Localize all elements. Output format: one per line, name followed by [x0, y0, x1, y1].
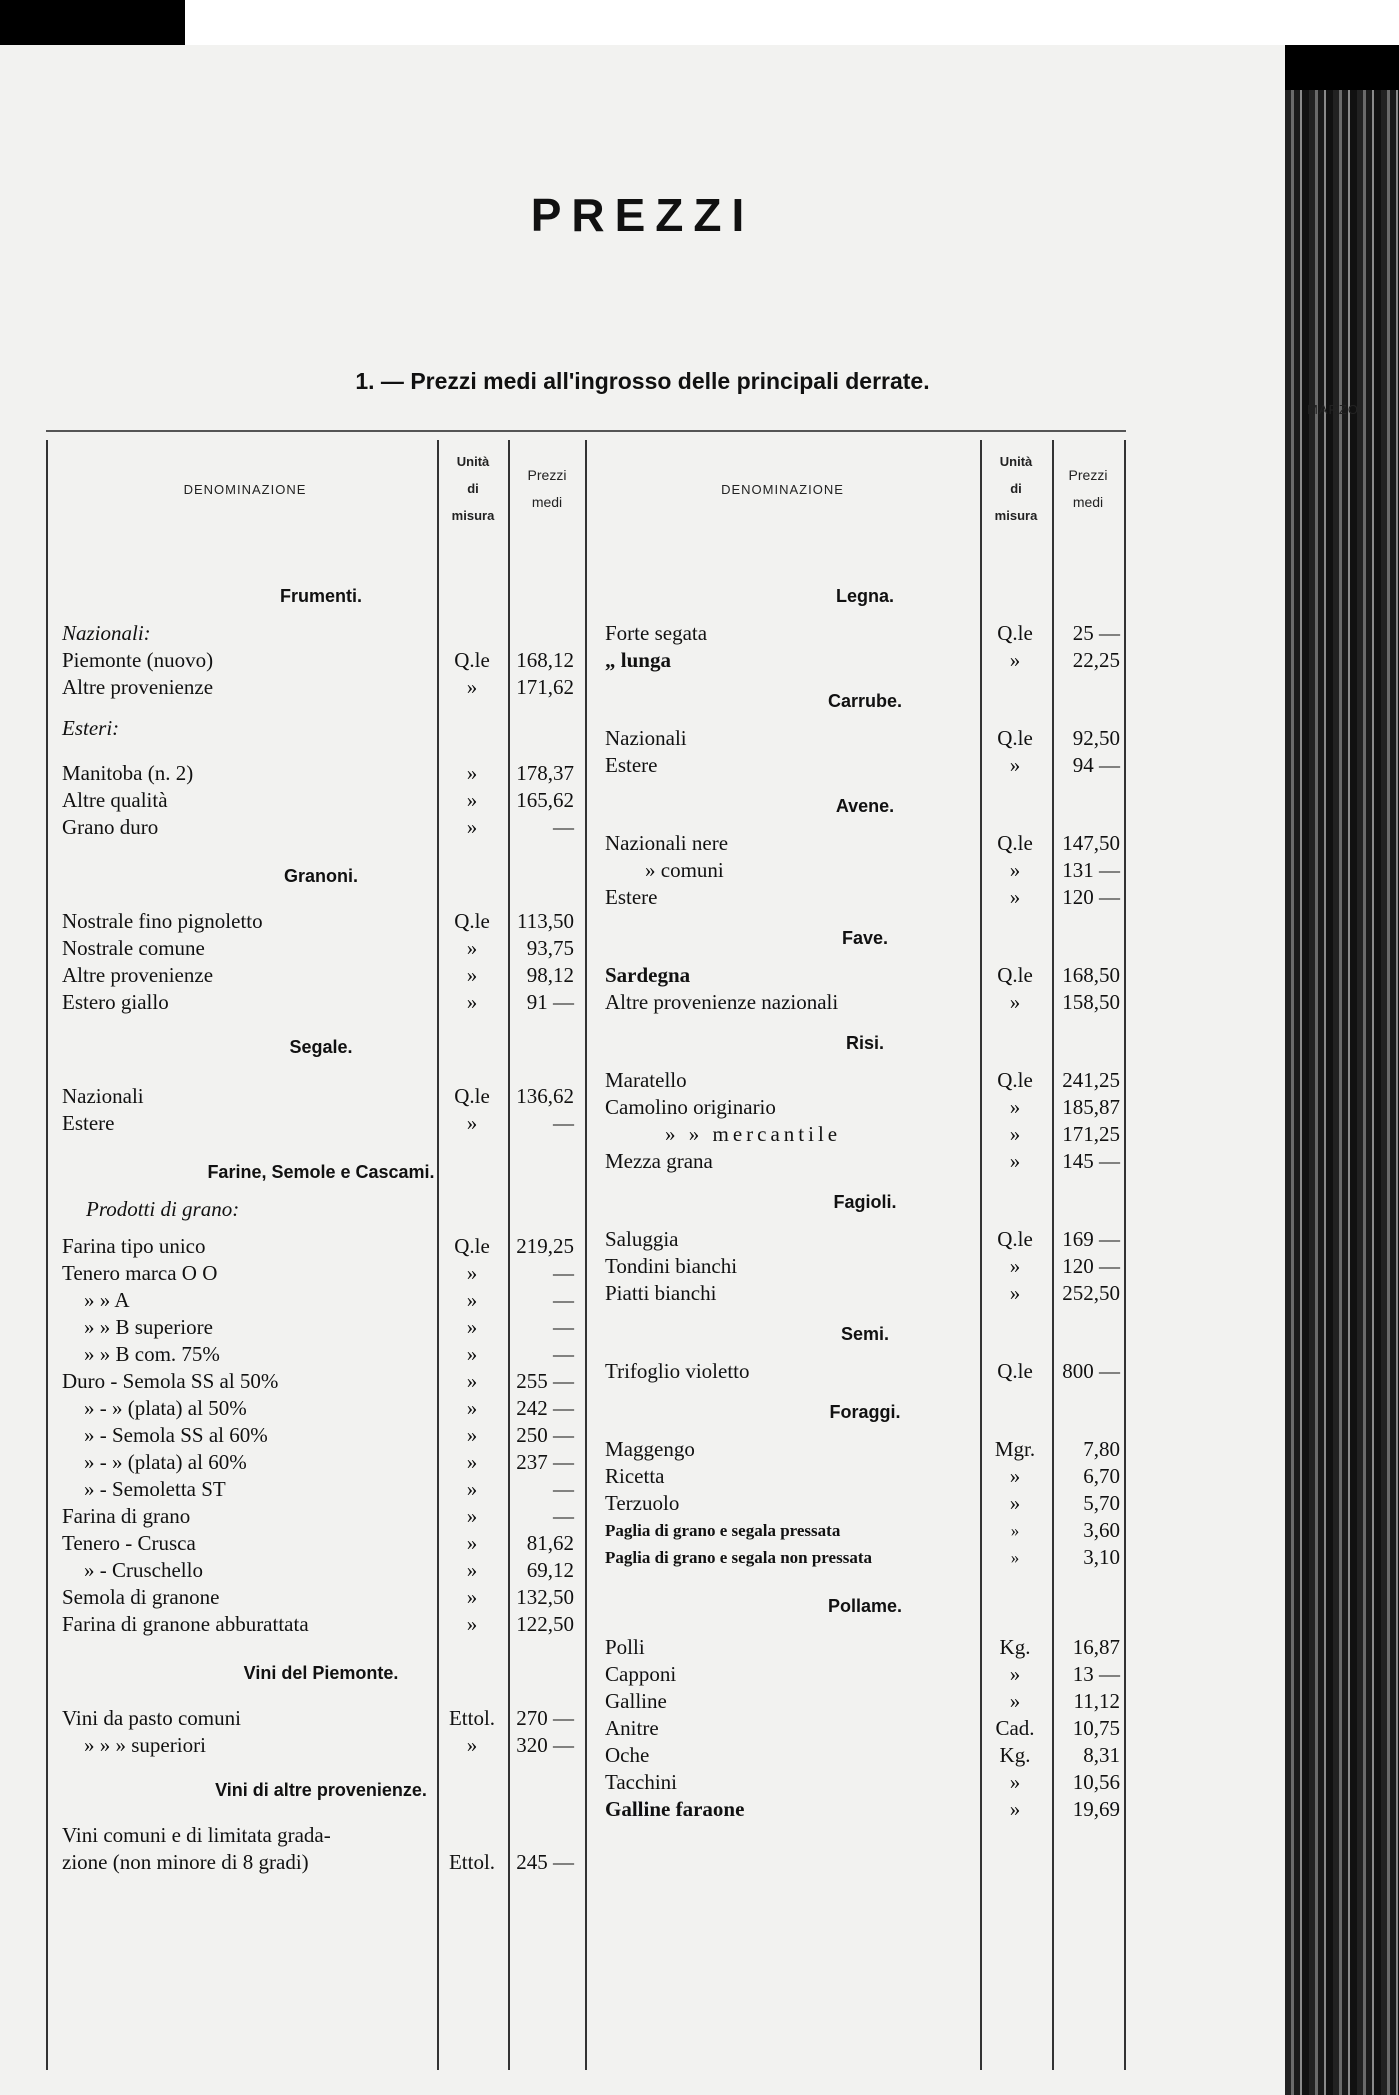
item-name: Vini da pasto comuni: [62, 1706, 241, 1730]
item-name: Farina di grano: [62, 1504, 191, 1528]
table-row: [62, 1849, 580, 1876]
section-title: Segale.: [289, 1037, 353, 1057]
item-price: 22,25: [1072, 648, 1120, 672]
item-price: 237 —: [516, 1450, 574, 1474]
item-name: » - Cruschello: [84, 1558, 203, 1582]
item-name: Tenero - Crusca: [62, 1531, 196, 1555]
table-row: [62, 935, 580, 962]
table-row: [62, 1314, 580, 1341]
item-name: Nostrale fino pignoletto: [62, 909, 263, 933]
table-row: [62, 1287, 580, 1314]
item-price: —: [553, 815, 574, 839]
header-unita-line: di: [1010, 481, 1022, 496]
item-unit: »: [466, 963, 478, 987]
section-title: Vini del Piemonte.: [243, 1663, 399, 1683]
item-name: Nostrale comune: [62, 936, 205, 960]
item-price: —: [553, 1504, 574, 1528]
item-name: Manitoba (n. 2): [62, 761, 194, 785]
item-unit: Q.le: [454, 648, 490, 672]
table-row: [62, 1449, 580, 1476]
item-price: 185,87: [1062, 1095, 1120, 1119]
item-name: Polli: [605, 1635, 645, 1659]
item-price: 252,50: [1062, 1281, 1120, 1305]
section-title: Pollame.: [827, 1596, 903, 1616]
table-border-left: [46, 440, 48, 2070]
item-price: —: [553, 1288, 574, 1312]
item-price: —: [553, 1477, 574, 1501]
item-price: —: [553, 1261, 574, 1285]
month-label: MARZO: [1307, 402, 1359, 417]
item-name: Tondini bianchi: [605, 1254, 738, 1278]
table-row: [605, 1715, 1125, 1742]
scan-top-edge: [185, 0, 1399, 45]
item-unit: »: [1009, 885, 1021, 909]
table-row: [62, 1110, 580, 1137]
item-price: 132,50: [516, 1585, 574, 1609]
item-name: » - Semola SS al 60%: [84, 1423, 268, 1447]
header-prezzi-line: medi: [531, 494, 563, 510]
table-row: [605, 962, 1125, 989]
table-row: [62, 989, 580, 1016]
section-title: Farine, Semole e Cascami.: [207, 1162, 435, 1182]
subsection-text: Nazionali:: [62, 621, 151, 645]
item-price: 165,62: [516, 788, 574, 812]
table-row: [62, 1557, 580, 1584]
item-unit: »: [466, 675, 478, 699]
table-top-rule: [46, 430, 1126, 432]
table-row: [62, 1083, 580, 1110]
table-row: [62, 1341, 580, 1368]
table-row: [62, 1530, 580, 1557]
item-unit: »: [466, 761, 478, 785]
header-prezzi: [1054, 462, 1122, 516]
header-prezzi-line: Prezzi: [527, 467, 567, 483]
item-price: 136,62: [516, 1084, 574, 1108]
item-price: 94 —: [1072, 753, 1120, 777]
table-row: [605, 1544, 1125, 1571]
section-title: Fave.: [841, 928, 889, 948]
item-unit: Q.le: [454, 1234, 490, 1258]
item-name: Paglia di grano e segala pressata: [605, 1521, 841, 1540]
item-price: 122,50: [516, 1612, 574, 1636]
item-name: Duro - Semola SS al 50%: [62, 1369, 279, 1393]
item-name: Galline: [605, 1689, 667, 1713]
item-name: Maggengo: [605, 1437, 695, 1461]
right-column: [605, 583, 1125, 1823]
table-row: [62, 1732, 580, 1759]
table-row: [62, 674, 580, 701]
item-unit: Q.le: [997, 1068, 1033, 1092]
item-name: Ricetta: [605, 1464, 665, 1488]
item-price: 270 —: [516, 1706, 574, 1730]
item-name: Altre qualità: [62, 788, 168, 812]
table-row: [605, 1661, 1125, 1688]
item-unit: »: [1009, 858, 1021, 882]
item-name: Piatti bianchi: [605, 1281, 717, 1305]
item-unit: »: [1009, 1254, 1021, 1278]
item-name: Camolino originario: [605, 1095, 776, 1119]
item-name: Nazionali: [605, 726, 687, 750]
table-row: [605, 1796, 1125, 1823]
table-row: [605, 1769, 1125, 1796]
item-price: 120 —: [1062, 885, 1120, 909]
item-unit: »: [1009, 1770, 1021, 1794]
table-row: [605, 725, 1125, 752]
header-unita-line: misura: [451, 508, 495, 523]
table-row: [605, 830, 1125, 857]
item-name: Nazionali nere: [605, 831, 729, 855]
item-unit: »: [1009, 1464, 1021, 1488]
item-name: » » B com. 75%: [84, 1342, 220, 1366]
item-unit: Q.le: [454, 1084, 490, 1108]
item-name: Paglia di grano e segala non pressata: [605, 1548, 872, 1567]
table-row: [62, 647, 580, 674]
item-name: Grano duro: [62, 815, 159, 839]
item-name: Altre provenienze: [62, 963, 214, 987]
item-unit: »: [1009, 1281, 1021, 1305]
item-price: 11,12: [1073, 1689, 1120, 1713]
item-price: 255 —: [516, 1369, 574, 1393]
item-name: Mezza grana: [605, 1149, 713, 1173]
item-price: 120 —: [1062, 1254, 1120, 1278]
item-unit: »: [466, 1423, 478, 1447]
item-price: 113,50: [517, 909, 574, 933]
item-unit: »: [466, 1558, 478, 1582]
table-row: [605, 884, 1125, 911]
item-unit: Q.le: [997, 963, 1033, 987]
item-name: Tacchini: [605, 1770, 677, 1794]
item-unit: Q.le: [997, 726, 1033, 750]
table-row: [62, 1705, 580, 1732]
table-row: [605, 647, 1125, 674]
item-name: Estere: [605, 885, 658, 909]
item-unit: Q.le: [454, 909, 490, 933]
header-unita-line: Unità: [456, 454, 490, 469]
header-unita-line: misura: [994, 508, 1038, 523]
item-name: Terzuolo: [605, 1491, 680, 1515]
item-name: Vini comuni e di limitata grada-: [62, 1823, 331, 1847]
item-name: Trifoglio violetto: [605, 1359, 750, 1383]
table-subtitle: 1. — Prezzi medi all'ingrosso delle principali derrate.: [355, 368, 930, 394]
item-name: » - Semoletta ST: [84, 1477, 226, 1501]
item-price: 242 —: [516, 1396, 574, 1420]
table-row: [62, 760, 580, 787]
item-name: Piemonte (nuovo): [62, 648, 214, 672]
item-price: 169 —: [1062, 1227, 1120, 1251]
table-row: [605, 1688, 1125, 1715]
item-unit: »: [1009, 990, 1021, 1014]
item-name: Estere: [605, 753, 658, 777]
table-row: [62, 814, 580, 841]
subsection-label: [62, 1196, 580, 1223]
item-price: 131 —: [1062, 858, 1120, 882]
book-edge: [1285, 90, 1399, 2095]
item-price: 13 —: [1072, 1662, 1120, 1686]
table-row: [605, 1463, 1125, 1490]
item-unit: »: [466, 1585, 478, 1609]
item-unit: »: [466, 1450, 478, 1474]
item-unit: Ettol.: [448, 1706, 496, 1730]
table-row: [605, 989, 1125, 1016]
item-unit: »: [466, 1342, 478, 1366]
item-unit: »: [466, 1612, 478, 1636]
item-price: 250 —: [516, 1423, 574, 1447]
item-name: Tenero marca O O: [62, 1261, 218, 1285]
table-row: [605, 1253, 1125, 1280]
section-title: Foraggi.: [829, 1402, 901, 1422]
table-row: [62, 962, 580, 989]
section-title: Avene.: [835, 796, 895, 816]
item-price: 168,50: [1062, 963, 1120, 987]
item-unit: Q.le: [997, 831, 1033, 855]
item-unit: »: [466, 1733, 478, 1757]
table-row: [62, 1260, 580, 1287]
item-name: » » A: [84, 1288, 130, 1312]
item-price: 6,70: [1083, 1464, 1120, 1488]
header-unita: [440, 448, 506, 529]
item-unit: Kg.: [999, 1635, 1031, 1659]
header-prezzi-line: medi: [1072, 494, 1104, 510]
page-title: PREZZI: [530, 189, 755, 241]
item-unit: »: [1009, 1689, 1021, 1713]
item-name: Anitre: [605, 1716, 659, 1740]
item-price: 800 —: [1062, 1359, 1120, 1383]
item-unit: »: [466, 1288, 478, 1312]
table-row: [605, 1148, 1125, 1175]
item-price: 245 —: [516, 1850, 574, 1874]
item-price: 91 —: [526, 990, 574, 1014]
item-unit: Cad.: [995, 1716, 1035, 1740]
subsection-label: [62, 715, 580, 742]
item-name: » - » (plata) al 50%: [84, 1396, 247, 1420]
item-price: 171,62: [516, 675, 574, 699]
item-name: » » B superiore: [84, 1315, 213, 1339]
item-price: 145 —: [1062, 1149, 1120, 1173]
item-price: 158,50: [1062, 990, 1120, 1014]
item-unit: »: [1009, 1095, 1021, 1119]
item-price: 219,25: [516, 1234, 574, 1258]
table-row: [62, 1476, 580, 1503]
item-name: » - » (plata) al 60%: [84, 1450, 247, 1474]
table-row: [62, 1395, 580, 1422]
table-row-continued: [62, 1822, 580, 1849]
section-title: Legna.: [835, 586, 894, 606]
item-name: Oche: [605, 1743, 650, 1767]
item-unit: Ettol.: [448, 1850, 496, 1874]
item-unit: »: [1009, 648, 1021, 672]
table-row: [605, 1436, 1125, 1463]
item-price: 7,80: [1083, 1437, 1120, 1461]
item-unit: Kg.: [999, 1743, 1031, 1767]
item-unit: »: [466, 1504, 478, 1528]
item-unit: »: [466, 990, 478, 1014]
table-row: [605, 1517, 1125, 1544]
item-name: Altre provenienze: [62, 675, 214, 699]
table-row: [605, 1280, 1125, 1307]
table-row: [605, 1358, 1125, 1385]
section-title: Semi.: [840, 1324, 890, 1344]
table-row: [62, 787, 580, 814]
item-name: » » » superiori: [84, 1733, 206, 1757]
item-price: 178,37: [516, 761, 574, 785]
item-price: 5,70: [1083, 1491, 1120, 1515]
header-denominazione: DENOMINAZIONE: [183, 482, 307, 497]
item-name: zione (non minore di 8 gradi): [62, 1850, 309, 1874]
item-unit: »: [1010, 1548, 1020, 1567]
item-unit: »: [1009, 753, 1021, 777]
item-name: Semola di granone: [62, 1585, 220, 1609]
item-name: Forte segata: [605, 621, 708, 645]
section-title: Fagioli.: [833, 1192, 897, 1212]
item-price: 69,12: [526, 1558, 574, 1582]
table-row: [62, 1503, 580, 1530]
subsection-text: Esteri:: [62, 716, 120, 740]
item-price: 10,75: [1072, 1716, 1120, 1740]
item-price: —: [553, 1111, 574, 1135]
item-name: Farina di granone abburattata: [62, 1612, 309, 1636]
item-price: 147,50: [1062, 831, 1120, 855]
item-unit: »: [1009, 1149, 1021, 1173]
item-unit: »: [1009, 1662, 1021, 1686]
header-unita-line: Unità: [999, 454, 1033, 469]
item-unit: »: [466, 1369, 478, 1393]
item-unit: Q.le: [997, 1227, 1033, 1251]
item-unit: »: [466, 1261, 478, 1285]
item-name: Sardegna: [605, 963, 691, 987]
table-row: [605, 1121, 1125, 1148]
item-unit: »: [466, 788, 478, 812]
item-price: 3,60: [1083, 1518, 1120, 1542]
item-unit: »: [1010, 1521, 1020, 1540]
item-price: 98,12: [526, 963, 574, 987]
item-price: 168,12: [516, 648, 574, 672]
table-row: [62, 1422, 580, 1449]
table-row: [605, 1067, 1125, 1094]
item-name: Estero giallo: [62, 990, 169, 1014]
subsection-text: Prodotti di grano:: [86, 1197, 240, 1221]
item-unit: »: [466, 1315, 478, 1339]
item-unit: »: [1009, 1797, 1021, 1821]
item-price: 19,69: [1072, 1797, 1120, 1821]
item-price: 93,75: [526, 936, 574, 960]
item-name: » » mercantile: [665, 1122, 842, 1146]
item-name: » comuni: [645, 858, 724, 882]
table-row: [62, 1611, 580, 1638]
header-unita: [983, 448, 1049, 529]
item-name: Nazionali: [62, 1084, 144, 1108]
table-row: [605, 1094, 1125, 1121]
item-unit: Mgr.: [994, 1437, 1036, 1461]
item-price: 81,62: [526, 1531, 574, 1555]
table-row: [605, 1490, 1125, 1517]
item-name: Farina tipo unico: [62, 1234, 206, 1258]
item-unit: »: [466, 1477, 478, 1501]
item-name: Saluggia: [605, 1227, 679, 1251]
table-center-divider: [585, 440, 587, 2070]
table-row: [605, 1742, 1125, 1769]
item-unit: Q.le: [997, 1359, 1033, 1383]
item-unit: »: [1009, 1122, 1021, 1146]
table-row: [605, 857, 1125, 884]
section-title: Frumenti.: [279, 586, 362, 606]
table-row: [605, 620, 1125, 647]
item-name: „ lunga: [605, 648, 671, 672]
item-price: 25 —: [1072, 621, 1120, 645]
table-row: [62, 1368, 580, 1395]
item-unit: »: [1009, 1491, 1021, 1515]
left-column: [62, 583, 580, 1876]
item-name: Altre provenienze nazionali: [605, 990, 839, 1014]
item-name: Galline faraone: [605, 1797, 745, 1821]
table-row: [605, 1634, 1125, 1661]
item-price: 92,50: [1072, 726, 1120, 750]
subsection-label: [62, 620, 580, 647]
table-row: [605, 1226, 1125, 1253]
item-unit: »: [466, 1111, 478, 1135]
item-unit: »: [466, 1531, 478, 1555]
item-price: 10,56: [1072, 1770, 1120, 1794]
item-price: 8,31: [1083, 1743, 1120, 1767]
item-price: 3,10: [1083, 1545, 1120, 1569]
item-unit: Q.le: [997, 621, 1033, 645]
item-unit: »: [466, 1396, 478, 1420]
item-unit: »: [466, 815, 478, 839]
item-price: —: [553, 1342, 574, 1366]
item-price: 241,25: [1062, 1068, 1120, 1092]
header-prezzi: [510, 462, 584, 516]
item-price: 320 —: [516, 1733, 574, 1757]
item-price: 171,25: [1062, 1122, 1120, 1146]
item-name: Estere: [62, 1111, 115, 1135]
item-name: Maratello: [605, 1068, 687, 1092]
item-unit: »: [466, 936, 478, 960]
section-title: Carrube.: [827, 691, 903, 711]
item-name: Capponi: [605, 1662, 677, 1686]
table-row: [62, 1584, 580, 1611]
header-prezzi-line: Prezzi: [1068, 467, 1108, 483]
table-row: [62, 1233, 580, 1260]
item-price: 16,87: [1072, 1635, 1120, 1659]
item-price: —: [553, 1315, 574, 1339]
section-title: Vini di altre provenienze.: [215, 1780, 427, 1800]
table-row: [605, 752, 1125, 779]
section-title: Granoni.: [283, 866, 358, 886]
header-unita-line: di: [467, 481, 479, 496]
table-row: [62, 908, 580, 935]
section-title: Risi.: [845, 1033, 884, 1053]
header-denominazione: DENOMINAZIONE: [721, 482, 844, 497]
